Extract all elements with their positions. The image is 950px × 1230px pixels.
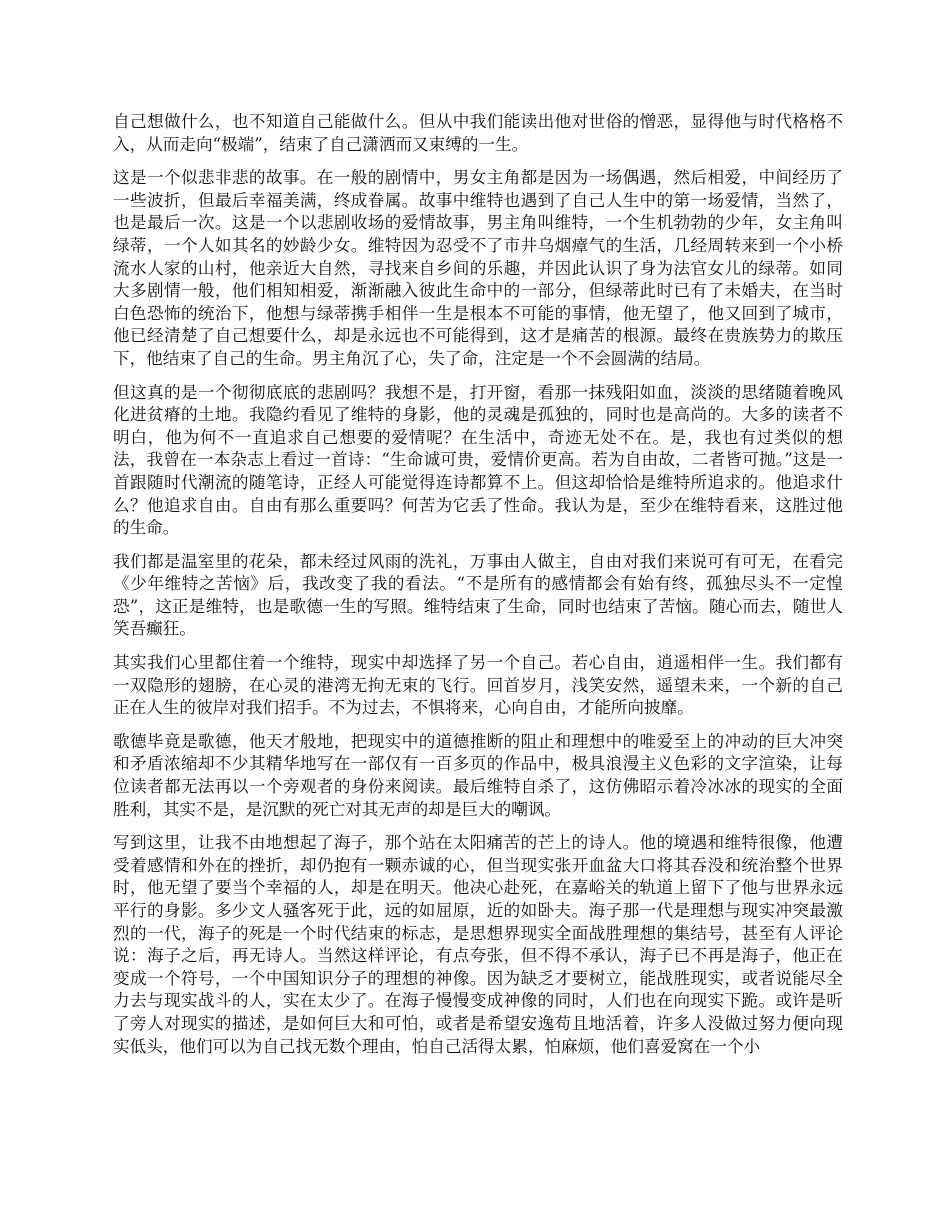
paragraph-2: 这是一个似悲非悲的故事。在一般的剧情中，男女主角都是因为一场偶遇，然后相爱，中间经历了一些波折，但最后幸福美满，终成眷属。故事中维特也遇到了自己人生中的第一场爱情，当然了，也是最后一次。这是一个以悲剧收场的爱情故事，男主角叫维特，一个生机勃勃的少年，女主角叫绿蒂，一个人如其名的妙龄少女。维特因为忍受不了市井乌烟瘴气的生活，几经周转来到一个小桥流水人家的山村，他亲近大自然，寻找来自乡间的乐趣，并因此认识了身为法官女儿的绿蒂。如同大多剧情一般，他们相知相爱，渐渐融入彼此生命中的一部分，但绿蒂此时已有了未婚夫，在当时白色恐怖的统治下，他想与绿蒂携手相伴一生是根本不可能的事情，他无望了，他又回到了城市，他已经清楚了自己想要什么，却是永远也不可能得到，这才是痛苦的根源。最终在贵族势力的欺压下，他结束了自己的生命。男主角沉了心，失了命，注定是一个不会圆满的结局。 [113,168,843,368]
paragraph-4: 我们都是温室里的花朵，都未经过风雨的洗礼，万事由人做主，自由对我们来说可有可无，在看完《少年维特之苦恼》后，我改变了我的看法。“不是所有的感情都会有始有终，孤独尽头不一定惶恐”，这正是维特，也是歌德一生的写照。维特结束了生命，同时也结束了苦恼。随心而去，随世人笑吾癫狂。 [113,551,843,639]
paragraph-6: 歌德毕竟是歌德，他天才般地，把现实中的道德推断的阻止和理想中的唯爱至上的冲动的巨大冲突和矛盾浓缩却不少其精华地写在一部仅有一百多页的作品中，极具浪漫主义色彩的文字渲染，让每位读者都无法再以一个旁观者的身份来阅读。最后维特自杀了，这仿佛昭示着冷冰冰的现实的全面胜利，其实不是，是沉默的死亡对其无声的却是巨大的嘲讽。 [113,731,843,819]
paragraph-1: 自己想做什么，也不知道自己能做什么。但从中我们能读出他对世俗的憎恶，显得他与时代格格不入，从而走向“极端”，结束了自己潇洒而又束缚的一生。 [113,112,843,154]
paragraph-3: 但这真的是一个彻彻底底的悲剧吗？我想不是，打开窗，看那一抹残阳如血，淡淡的思绪随着晚风化进贫瘠的土地。我隐约看见了维特的身影，他的灵魂是孤独的，同时也是高尚的。大多的读者不明白，他为何不一直追求自己想要的爱情呢？在生活中，奇迹无处不在。是，我也有过类似的想法，我曾在一本杂志上看过一首诗：“生命诚可贵，爱情价更高。若为自由故，二者皆可抛。”这是一首跟随时代潮流的随笔诗，正经人可能觉得连诗都算不上。但这却恰恰是维特所追求的。他追求什么？他追求自由。自由有那么重要吗？何苦为它丢了性命。我认为是，至少在维特看来，这胜过他的生命。 [113,382,843,538]
document-page [113,111,843,1069]
paragraph-7: 写到这里，让我不由地想起了海子，那个站在太阳痛苦的芒上的诗人。他的境遇和维特很像，他遭受着感情和外在的挫折，却仍抱有一颗赤诚的心，但当现实张开血盆大口将其吞没和统治整个世界时，他无望了要当个幸福的人，却是在明天。他决心赴死，在嘉峪关的轨道上留下了他与世界永远平行的身影。多少文人骚客死于此，远的如屈原，近的如卧夫。海子那一代是理想与现实冲突最激烈的一代，海子的死是一个时代结束的标志，是思想界现实全面战胜理想的集结号，甚至有人评论说：海子之后，再无诗人。当然这样评论，有点夸张，但不得不承认，海子已不再是海子，他正在变成一个符号，一个中国知识分子的理想的神像。因为缺乏才要树立，能战胜现实，或者说能尽全力去与现实战斗的人，实在太少了。在海子慢慢变成神像的同时，人们也在向现实下跪。或许是听了旁人对现实的描述，是如何巨大和可怕，或者是希望安逸苟且地活着，许多人没做过努力便向现实低头，他们可以为自己找无数个理由，怕自己活得太累，怕麻烦，他们喜爱窝在一个小 [113,833,843,1056]
paragraph-5: 其实我们心里都住着一个维特，现实中却选择了另一个自己。若心自由，逍遥相伴一生。我们都有一双隐形的翅膀，在心灵的港湾无拘无束的飞行。回首岁月，浅笑安然，遥望未来，一个新的自己正在人生的彼岸对我们招手。不为过去，不惧将来，心向自由，才能所向披靡。 [113,653,843,718]
